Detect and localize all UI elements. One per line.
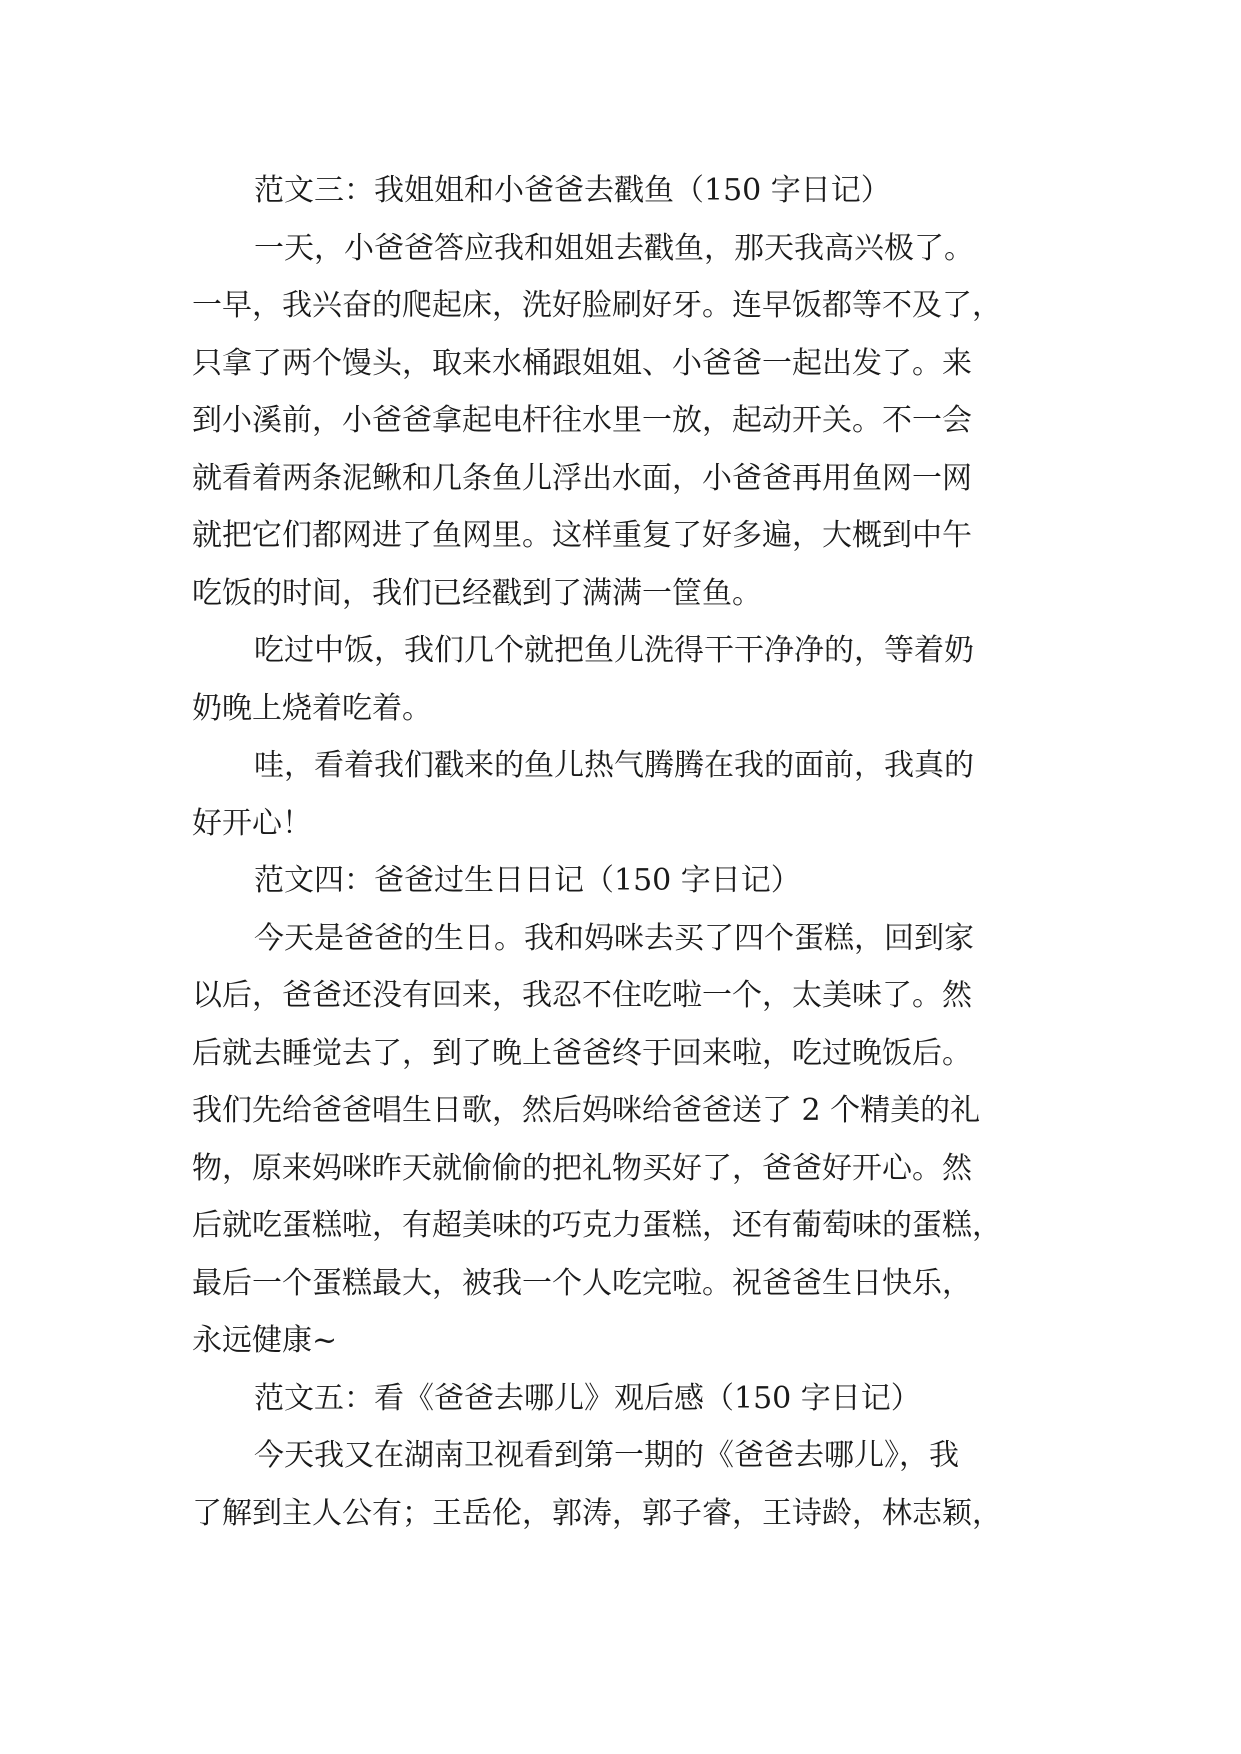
document-body <box>192 162 1072 1542</box>
paragraph-line: 最后一个蛋糕最大，被我一个人吃完啦。祝爸爸生日快乐， <box>192 1265 972 1301</box>
paragraph-line: 今天是爸爸的生日。我和妈咪去买了四个蛋糕，回到家 <box>254 920 974 956</box>
paragraph-line: 后就去睡觉去了，到了晚上爸爸终于回来啦，吃过晚饭后。 <box>192 1035 972 1071</box>
paragraph-line: 一早，我兴奋的爬起床，洗好脸刷好牙。连早饭都等不及了， <box>192 288 1002 323</box>
paragraph-line: 了解到主人公有；王岳伦，郭涛，郭子睿，王诗龄，林志颖， <box>192 1495 1002 1531</box>
paragraph-line: 永远健康~ <box>192 1323 338 1358</box>
heading-fanwen-5: 范文五：看《爸爸去哪儿》观后感（150 字日记） <box>254 1380 921 1416</box>
paragraph-line: 就看着两条泥鳅和几条鱼儿浮出水面，小爸爸再用鱼网一网 <box>192 460 972 496</box>
heading-fanwen-4: 范文四：爸爸过生日日记（150 字日记） <box>254 863 801 898</box>
paragraph-line: 奶晚上烧着吃着。 <box>192 690 432 726</box>
paragraph-line: 好开心！ <box>192 805 312 841</box>
paragraph-line: 就把它们都网进了鱼网里。这样重复了好多遍，大概到中午 <box>192 518 972 553</box>
paragraph-line: 物，原来妈咪昨天就偷偷的把礼物买好了，爸爸好开心。然 <box>192 1150 972 1186</box>
paragraph-line: 后就吃蛋糕啦，有超美味的巧克力蛋糕，还有葡萄味的蛋糕， <box>192 1208 1002 1243</box>
paragraph-line: 今天我又在湖南卫视看到第一期的《爸爸去哪儿》，我 <box>254 1438 959 1473</box>
paragraph-line: 以后，爸爸还没有回来，我忍不住吃啦一个，太美味了。然 <box>192 978 972 1013</box>
paragraph-line: 只拿了两个馒头，取来水桶跟姐姐、小爸爸一起出发了。来 <box>192 345 972 381</box>
paragraph-line: 吃饭的时间，我们已经戳到了满满一筐鱼。 <box>192 575 762 611</box>
paragraph-line: 哇，看着我们戳来的鱼儿热气腾腾在我的面前，我真的 <box>254 748 974 783</box>
heading-fanwen-3: 范文三：我姐姐和小爸爸去戳鱼（150 字日记） <box>254 173 891 208</box>
paragraph-line: 吃过中饭，我们几个就把鱼儿洗得干干净净的，等着奶 <box>254 633 974 668</box>
paragraph-line: 我们先给爸爸唱生日歌，然后妈咪给爸爸送了 2 个精美的礼 <box>192 1093 981 1128</box>
paragraph-line: 到小溪前，小爸爸拿起电杆往水里一放，起动开关。不一会 <box>192 403 972 438</box>
paragraph-line: 一天，小爸爸答应我和姐姐去戳鱼，那天我高兴极了。 <box>254 230 974 266</box>
